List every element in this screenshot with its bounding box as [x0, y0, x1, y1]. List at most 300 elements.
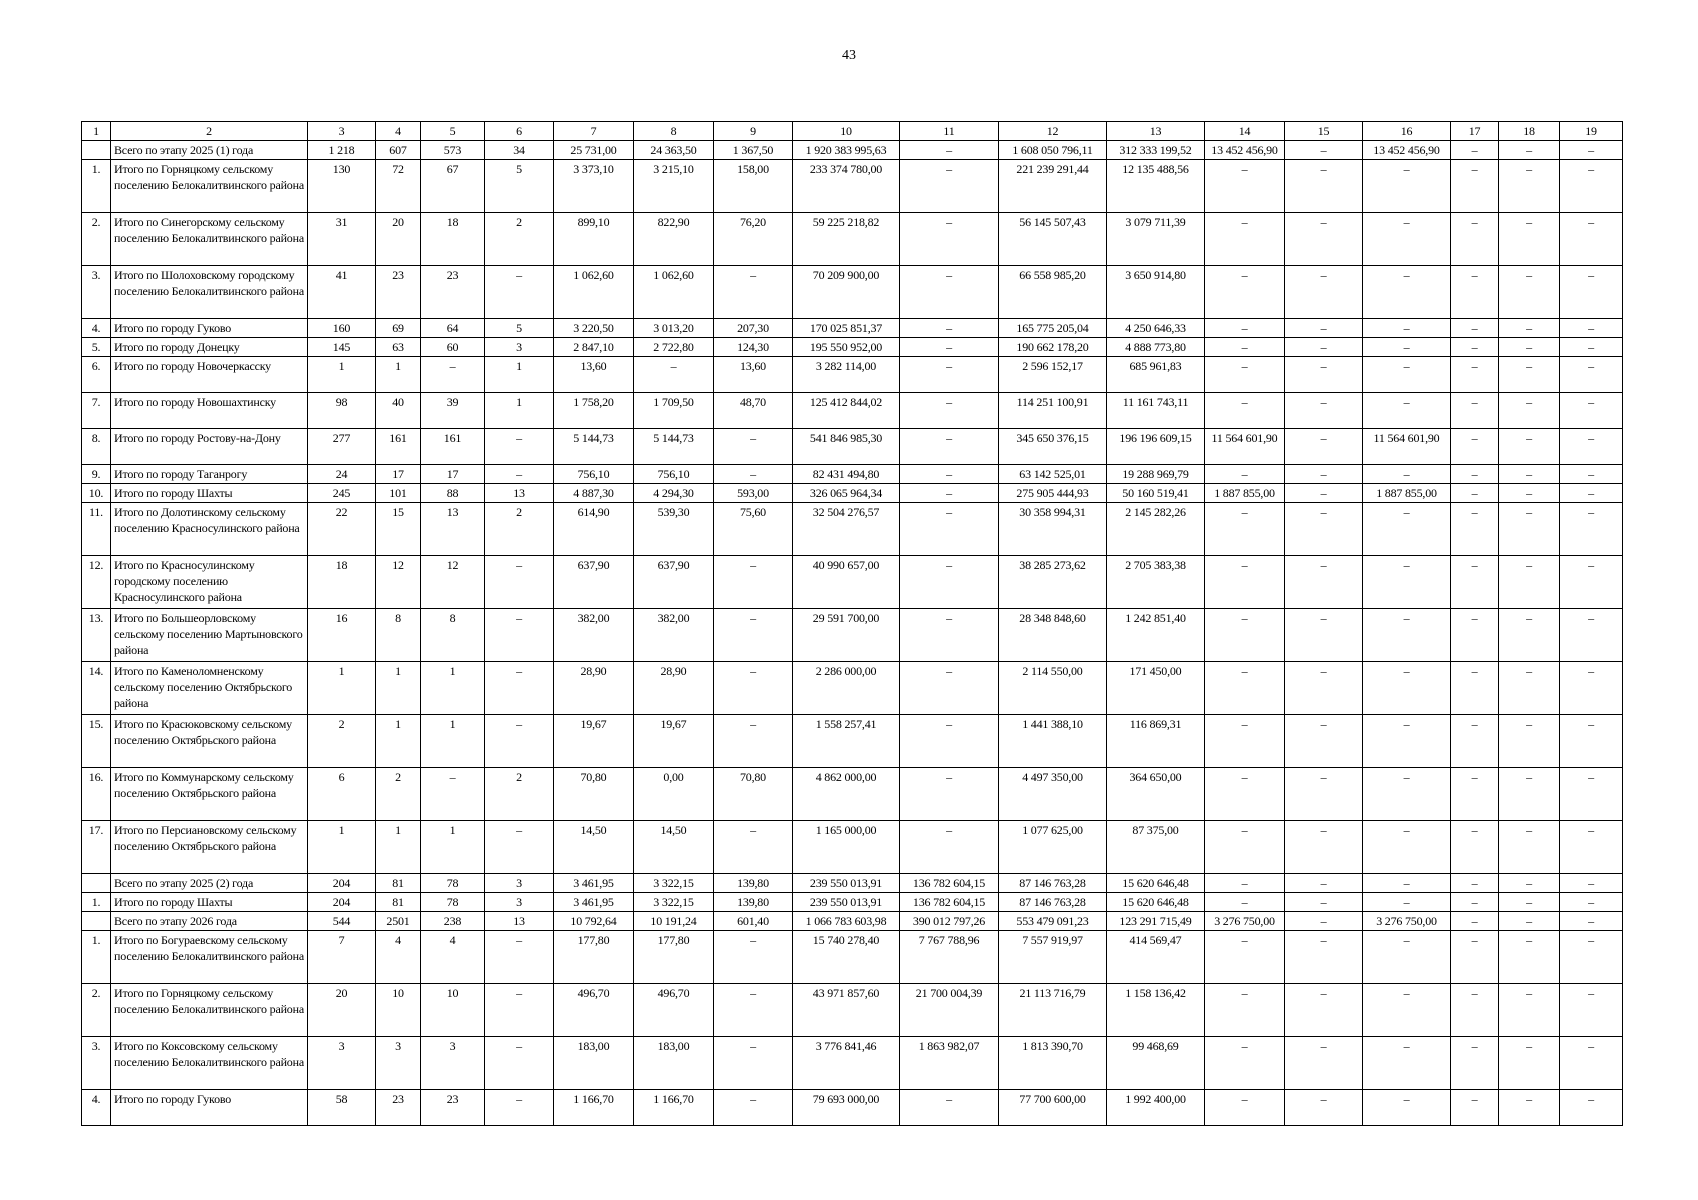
- table-cell: –: [1499, 715, 1560, 768]
- table-cell: 1 441 388,10: [999, 715, 1107, 768]
- table-cell: 130: [308, 160, 376, 213]
- table-cell: –: [1285, 821, 1363, 874]
- table-cell: 124,30: [714, 338, 793, 357]
- table-cell: –: [1499, 931, 1560, 984]
- table-cell: –: [1205, 213, 1285, 266]
- table-cell: 1 367,50: [714, 141, 793, 160]
- table-cell: –: [900, 319, 999, 338]
- column-header: 1: [82, 122, 111, 141]
- table-cell: 139,80: [714, 874, 793, 893]
- table-cell: –: [1205, 609, 1285, 662]
- table-cell: 1 077 625,00: [999, 821, 1107, 874]
- table-cell: 3 079 711,39: [1107, 213, 1205, 266]
- table-cell: 4 497 350,00: [999, 768, 1107, 821]
- table-cell: –: [1363, 931, 1451, 984]
- table-cell: –: [1451, 266, 1499, 319]
- table-cell: 81: [376, 893, 421, 912]
- table-cell: 541 846 985,30: [793, 429, 900, 465]
- table-cell: –: [1560, 357, 1623, 393]
- table-cell: 1 166,70: [634, 1090, 714, 1126]
- table-cell: –: [1499, 912, 1560, 931]
- table-cell: 2: [485, 503, 554, 556]
- table-cell: –: [900, 484, 999, 503]
- table-cell: 1 709,50: [634, 393, 714, 429]
- table-cell: 685 961,83: [1107, 357, 1205, 393]
- table-cell: –: [1363, 556, 1451, 609]
- table-cell: 136 782 604,15: [900, 893, 999, 912]
- table-cell: –: [1560, 984, 1623, 1037]
- table-cell: 23: [421, 1090, 485, 1126]
- table-cell: –: [1363, 893, 1451, 912]
- table-cell: 136 782 604,15: [900, 874, 999, 893]
- table-cell: 196 196 609,15: [1107, 429, 1205, 465]
- table-cell: 76,20: [714, 213, 793, 266]
- column-header: 10: [793, 122, 900, 141]
- table-cell: 81: [376, 874, 421, 893]
- table-cell: 2: [376, 768, 421, 821]
- table-cell: –: [1451, 503, 1499, 556]
- table-cell: –: [900, 465, 999, 484]
- table-cell: –: [1560, 821, 1623, 874]
- table-cell: –: [900, 662, 999, 715]
- table-cell: 1 166,70: [554, 1090, 634, 1126]
- table-cell: 1: [308, 662, 376, 715]
- table-cell: 13,60: [554, 357, 634, 393]
- table-cell: –: [1285, 893, 1363, 912]
- table-cell: 2: [485, 213, 554, 266]
- table-cell: 221 239 291,44: [999, 160, 1107, 213]
- table-cell: 1: [421, 662, 485, 715]
- table-cell: 25 731,00: [554, 141, 634, 160]
- column-header: 9: [714, 122, 793, 141]
- table-cell: 59 225 218,82: [793, 213, 900, 266]
- row-name: Итого по городу Новочеркасску: [111, 357, 308, 393]
- table-cell: 145: [308, 338, 376, 357]
- table-cell: 607: [376, 141, 421, 160]
- table-cell: 3 276 750,00: [1205, 912, 1285, 931]
- table-cell: –: [1285, 160, 1363, 213]
- table-cell: 2 596 152,17: [999, 357, 1107, 393]
- table-cell: 3 776 841,46: [793, 1037, 900, 1090]
- table-cell: 312 333 199,52: [1107, 141, 1205, 160]
- table-cell: –: [900, 556, 999, 609]
- table-cell: 2501: [376, 912, 421, 931]
- row-number: 2.: [82, 213, 111, 266]
- table-cell: 238: [421, 912, 485, 931]
- row-name: Итого по Горняцкому сельскому поселению Белокалитвинского района: [111, 160, 308, 213]
- table-cell: –: [1363, 715, 1451, 768]
- table-cell: –: [1285, 266, 1363, 319]
- row-number: 16.: [82, 768, 111, 821]
- table-cell: 756,10: [634, 465, 714, 484]
- table-cell: –: [1363, 662, 1451, 715]
- table-cell: 3 220,50: [554, 319, 634, 338]
- table-cell: 21 113 716,79: [999, 984, 1107, 1037]
- table-cell: 207,30: [714, 319, 793, 338]
- table-cell: –: [1285, 874, 1363, 893]
- table-cell: 4 250 646,33: [1107, 319, 1205, 338]
- table-cell: –: [1285, 1090, 1363, 1126]
- table-cell: 29 591 700,00: [793, 609, 900, 662]
- table-row: [82, 1090, 1623, 1126]
- table-cell: –: [485, 429, 554, 465]
- table-cell: 98: [308, 393, 376, 429]
- table-cell: 58: [308, 1090, 376, 1126]
- table-cell: 13 452 456,90: [1363, 141, 1451, 160]
- table-cell: –: [1451, 984, 1499, 1037]
- table-cell: 3 282 114,00: [793, 357, 900, 393]
- table-cell: –: [485, 821, 554, 874]
- column-header: 11: [900, 122, 999, 141]
- table-cell: 17: [376, 465, 421, 484]
- table-cell: –: [485, 1090, 554, 1126]
- table-cell: 17: [421, 465, 485, 484]
- table-cell: 1 558 257,41: [793, 715, 900, 768]
- table-cell: –: [1499, 465, 1560, 484]
- table-cell: 23: [376, 266, 421, 319]
- table-cell: 5 144,73: [634, 429, 714, 465]
- row-number: 10.: [82, 484, 111, 503]
- table-cell: 48,70: [714, 393, 793, 429]
- row-name: Итого по Богураевскому сельскому поселению Белокалитвинского района: [111, 931, 308, 984]
- table-cell: 1: [308, 357, 376, 393]
- table-cell: 1 813 390,70: [999, 1037, 1107, 1090]
- row-number: 1.: [82, 160, 111, 213]
- table-cell: –: [1205, 503, 1285, 556]
- table-cell: –: [1285, 1037, 1363, 1090]
- column-header: 19: [1560, 122, 1623, 141]
- table-cell: 195 550 952,00: [793, 338, 900, 357]
- row-name: Всего по этапу 2025 (2) года: [111, 874, 308, 893]
- table-cell: –: [1363, 984, 1451, 1037]
- table-cell: –: [1499, 609, 1560, 662]
- table-row: [82, 484, 1623, 503]
- table-cell: 4 888 773,80: [1107, 338, 1205, 357]
- table-cell: –: [485, 1037, 554, 1090]
- table-cell: –: [900, 213, 999, 266]
- table-cell: 614,90: [554, 503, 634, 556]
- table-cell: 382,00: [634, 609, 714, 662]
- table-cell: –: [1363, 357, 1451, 393]
- table-cell: 139,80: [714, 893, 793, 912]
- table-cell: 1: [376, 821, 421, 874]
- table-cell: –: [1285, 338, 1363, 357]
- table-cell: 6: [308, 768, 376, 821]
- table-cell: 160: [308, 319, 376, 338]
- row-name: Итого по городу Шахты: [111, 893, 308, 912]
- table-cell: 70,80: [714, 768, 793, 821]
- column-header: 14: [1205, 122, 1285, 141]
- table-cell: –: [1451, 213, 1499, 266]
- table-row: [82, 141, 1623, 160]
- table-cell: 20: [376, 213, 421, 266]
- table-cell: –: [1451, 874, 1499, 893]
- table-cell: –: [1285, 768, 1363, 821]
- row-name: Итого по Коксовскому сельскому поселению Белокалитвинского района: [111, 1037, 308, 1090]
- row-name: Итого по городу Шахты: [111, 484, 308, 503]
- table-cell: –: [1205, 266, 1285, 319]
- table-cell: 3 215,10: [634, 160, 714, 213]
- row-number: 5.: [82, 338, 111, 357]
- table-cell: 30 358 994,31: [999, 503, 1107, 556]
- table-cell: –: [1560, 715, 1623, 768]
- table-cell: 19,67: [634, 715, 714, 768]
- table-cell: 3: [485, 338, 554, 357]
- table-cell: –: [1285, 715, 1363, 768]
- table-cell: –: [485, 266, 554, 319]
- table-cell: 593,00: [714, 484, 793, 503]
- table-cell: –: [1205, 821, 1285, 874]
- table-cell: 23: [376, 1090, 421, 1126]
- table-cell: 5: [485, 319, 554, 338]
- table-cell: –: [1285, 319, 1363, 338]
- table-cell: –: [900, 160, 999, 213]
- table-cell: –: [1285, 609, 1363, 662]
- table-cell: –: [1451, 893, 1499, 912]
- table-cell: 7: [308, 931, 376, 984]
- table-cell: 13 452 456,90: [1205, 141, 1285, 160]
- table-cell: –: [485, 465, 554, 484]
- row-name: Итого по Шолоховскому городскому поселению Белокалитвинского района: [111, 266, 308, 319]
- table-cell: 1 758,20: [554, 393, 634, 429]
- table-cell: 1: [485, 357, 554, 393]
- table-cell: –: [485, 931, 554, 984]
- table-cell: 190 662 178,20: [999, 338, 1107, 357]
- table-cell: –: [714, 821, 793, 874]
- table-cell: 183,00: [634, 1037, 714, 1090]
- table-cell: –: [1285, 213, 1363, 266]
- table-cell: –: [1560, 213, 1623, 266]
- table-cell: 3: [421, 1037, 485, 1090]
- table-cell: 41: [308, 266, 376, 319]
- row-number: 9.: [82, 465, 111, 484]
- table-cell: 1: [421, 821, 485, 874]
- row-name: Итого по Коммунарскому сельскому поселению Октябрьского района: [111, 768, 308, 821]
- table-cell: –: [485, 556, 554, 609]
- table-cell: –: [485, 609, 554, 662]
- table-cell: 19 288 969,79: [1107, 465, 1205, 484]
- table-cell: –: [1363, 609, 1451, 662]
- table-cell: 171 450,00: [1107, 662, 1205, 715]
- table-cell: 66 558 985,20: [999, 266, 1107, 319]
- table-cell: –: [1560, 931, 1623, 984]
- table-cell: –: [1451, 609, 1499, 662]
- table-cell: 4 294,30: [634, 484, 714, 503]
- table-cell: 3: [308, 1037, 376, 1090]
- table-cell: –: [1451, 465, 1499, 484]
- table-cell: –: [1451, 912, 1499, 931]
- table-cell: 382,00: [554, 609, 634, 662]
- table-cell: –: [1285, 912, 1363, 931]
- table-cell: 170 025 851,37: [793, 319, 900, 338]
- table-cell: 3: [376, 1037, 421, 1090]
- column-header: 4: [376, 122, 421, 141]
- table-cell: –: [1560, 874, 1623, 893]
- table-cell: 70 209 900,00: [793, 266, 900, 319]
- table-cell: 364 650,00: [1107, 768, 1205, 821]
- table-cell: 101: [376, 484, 421, 503]
- table-cell: –: [1451, 429, 1499, 465]
- row-number: [82, 141, 111, 160]
- table-cell: 28,90: [634, 662, 714, 715]
- table-cell: 899,10: [554, 213, 634, 266]
- row-number: 14.: [82, 662, 111, 715]
- table-cell: –: [1560, 266, 1623, 319]
- table-cell: 204: [308, 874, 376, 893]
- row-name: Итого по городу Ростову-на-Дону: [111, 429, 308, 465]
- table-cell: –: [1363, 1090, 1451, 1126]
- table-cell: 275 905 444,93: [999, 484, 1107, 503]
- column-header: 16: [1363, 122, 1451, 141]
- table-cell: 544: [308, 912, 376, 931]
- table-cell: –: [1285, 484, 1363, 503]
- table-cell: –: [900, 1090, 999, 1126]
- page-number: 43: [842, 48, 856, 63]
- table-cell: –: [1205, 715, 1285, 768]
- table-cell: –: [1560, 893, 1623, 912]
- table-row: [82, 893, 1623, 912]
- table-cell: 67: [421, 160, 485, 213]
- table-cell: 539,30: [634, 503, 714, 556]
- table-cell: –: [1499, 556, 1560, 609]
- table-cell: 4: [376, 931, 421, 984]
- table-row: [82, 1037, 1623, 1090]
- column-header: 13: [1107, 122, 1205, 141]
- table-cell: –: [1205, 465, 1285, 484]
- table-cell: 390 012 797,26: [900, 912, 999, 931]
- table-cell: 326 065 964,34: [793, 484, 900, 503]
- table-cell: –: [900, 266, 999, 319]
- table-cell: –: [1205, 893, 1285, 912]
- table-cell: –: [1499, 160, 1560, 213]
- table-cell: –: [1499, 874, 1560, 893]
- row-name: Итого по городу Донецку: [111, 338, 308, 357]
- table-cell: –: [1499, 357, 1560, 393]
- table-cell: –: [714, 609, 793, 662]
- table-cell: 496,70: [554, 984, 634, 1037]
- table-cell: 79 693 000,00: [793, 1090, 900, 1126]
- table-cell: –: [1205, 357, 1285, 393]
- table-cell: –: [714, 429, 793, 465]
- table-cell: –: [1205, 556, 1285, 609]
- table-cell: 0,00: [634, 768, 714, 821]
- table-cell: 10: [421, 984, 485, 1037]
- table-cell: –: [1363, 1037, 1451, 1090]
- table-cell: –: [1451, 484, 1499, 503]
- table-row: [82, 912, 1623, 931]
- table-cell: 3 276 750,00: [1363, 912, 1451, 931]
- table-cell: –: [1285, 429, 1363, 465]
- table-row: [82, 266, 1623, 319]
- row-name: Итого по Персиановскому сельскому поселению Октябрьского района: [111, 821, 308, 874]
- table-cell: –: [1363, 874, 1451, 893]
- table-cell: 1: [376, 357, 421, 393]
- table-cell: 161: [376, 429, 421, 465]
- table-cell: –: [714, 715, 793, 768]
- table-row: [82, 319, 1623, 338]
- table-cell: –: [1499, 984, 1560, 1037]
- table-cell: 1 062,60: [634, 266, 714, 319]
- table-cell: 1 165 000,00: [793, 821, 900, 874]
- table-cell: –: [1363, 213, 1451, 266]
- table-row: [82, 662, 1623, 715]
- table-cell: –: [1560, 912, 1623, 931]
- row-number: 6.: [82, 357, 111, 393]
- table-cell: 12 135 488,56: [1107, 160, 1205, 213]
- table-cell: 1 887 855,00: [1205, 484, 1285, 503]
- table-row: [82, 393, 1623, 429]
- table-cell: –: [1451, 357, 1499, 393]
- table-cell: –: [1451, 662, 1499, 715]
- table-cell: –: [1499, 266, 1560, 319]
- table-cell: 15 620 646,48: [1107, 893, 1205, 912]
- table-cell: 39: [421, 393, 485, 429]
- table-cell: –: [900, 609, 999, 662]
- table-cell: –: [1205, 160, 1285, 213]
- table-row: [82, 465, 1623, 484]
- table-cell: 63 142 525,01: [999, 465, 1107, 484]
- table-row: [82, 768, 1623, 821]
- table-cell: 13: [421, 503, 485, 556]
- table-cell: –: [1560, 160, 1623, 213]
- table-cell: 22: [308, 503, 376, 556]
- table-cell: 1 863 982,07: [900, 1037, 999, 1090]
- table-cell: –: [1560, 465, 1623, 484]
- table-cell: 10 191,24: [634, 912, 714, 931]
- row-number: 8.: [82, 429, 111, 465]
- row-number: 11.: [82, 503, 111, 556]
- table-cell: 20: [308, 984, 376, 1037]
- table-cell: –: [714, 266, 793, 319]
- row-name: Итого по Большеорловскому сельскому поселению Мартыновского района: [111, 609, 308, 662]
- table-cell: 822,90: [634, 213, 714, 266]
- table-cell: –: [1451, 556, 1499, 609]
- table-cell: 3 650 914,80: [1107, 266, 1205, 319]
- row-number: 3.: [82, 1037, 111, 1090]
- table-cell: 3 013,20: [634, 319, 714, 338]
- table-cell: 4 887,30: [554, 484, 634, 503]
- table-cell: –: [1499, 429, 1560, 465]
- table-cell: 1 066 783 603,98: [793, 912, 900, 931]
- table-cell: 414 569,47: [1107, 931, 1205, 984]
- table-cell: –: [714, 1037, 793, 1090]
- table-cell: –: [900, 357, 999, 393]
- table-cell: –: [1285, 931, 1363, 984]
- table-cell: 69: [376, 319, 421, 338]
- table-cell: 40 990 657,00: [793, 556, 900, 609]
- table-cell: –: [1560, 1090, 1623, 1126]
- table-cell: 60: [421, 338, 485, 357]
- column-header: 3: [308, 122, 376, 141]
- table-cell: 345 650 376,15: [999, 429, 1107, 465]
- table-cell: 1 608 050 796,11: [999, 141, 1107, 160]
- row-name: Итого по Синегорскому сельскому поселению Белокалитвинского района: [111, 213, 308, 266]
- row-name: Итого по городу Гуково: [111, 1090, 308, 1126]
- table-cell: –: [1363, 768, 1451, 821]
- table-cell: –: [1560, 141, 1623, 160]
- table-cell: –: [900, 393, 999, 429]
- table-cell: 5: [485, 160, 554, 213]
- table-cell: 13: [485, 484, 554, 503]
- table-header-row: [82, 122, 1623, 141]
- table-cell: 3 461,95: [554, 874, 634, 893]
- table-cell: –: [1451, 160, 1499, 213]
- table-cell: –: [714, 556, 793, 609]
- table-cell: –: [1499, 319, 1560, 338]
- table-cell: 277: [308, 429, 376, 465]
- row-number: 12.: [82, 556, 111, 609]
- column-header: 5: [421, 122, 485, 141]
